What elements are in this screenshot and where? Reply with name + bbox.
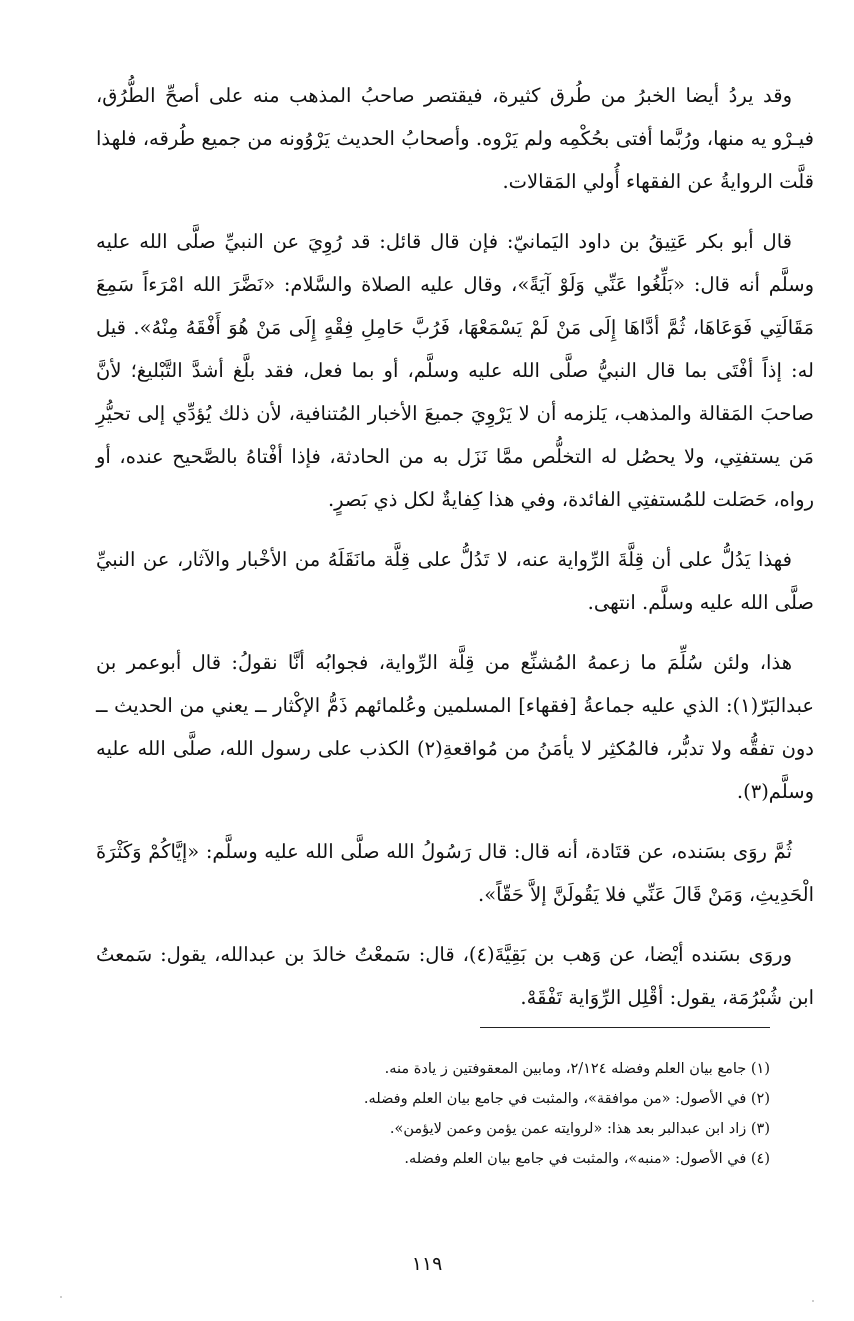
page-number: ١١٩ [411,1253,443,1275]
paragraph-4: هذا، ولئن سُلِّمَ ما زعمهُ المُشنِّع من قِلَّة الرِّواية، فجوابُه أنَّا نقولُ: قال أبوعمر بن عبدالبَرّ(١): الذي عليه جماعةُ [فقهاء] المسلمين وعُلمائهم ذَمُّ الإكْثار ــ يعني من الحديث ــ دون تفقُّه ولا تدبُّر، فالمُكثِر لا يأمَنُ من مُواقعةِ(٢) الكذب على رسول الله، صلَّى الله عليه وسلَّم(٣). [96,651,814,803]
footnote-4: (٤) في الأصول: «منبه»، والمثبت في جامع بيان العلم وفضله. [404,1151,770,1167]
footnote-2: (٢) في الأصول: «من موافقة»، والمثبت في جامع بيان العلم وفضله. [363,1091,770,1107]
footnotes [280,1054,770,1174]
paragraph-3: فهذا يَدُلُّ على أن قِلَّةَ الرِّواية عنه، لا تَدُلُّ على قِلَّة مانَقَلَهُ من الأخْبار والآثار، عن النبيِّ صلَّى الله عليه وسلَّم. انتهى. [96,548,814,614]
paragraph-5: ثُمَّ روَى بسَنده، عن قتَادة، أنه قال: قال رَسُولُ الله صلَّى الله عليه وسلَّم: «إيَّاكُمْ وَكَثْرَةَ الْحَدِيثِ، وَمَنْ قَالَ عَنِّي فلا يَقُولَنَّ إلاَّ حَقّاً». [96,840,814,906]
scan-speck [60,1296,62,1298]
scan-speck [812,1300,814,1302]
paragraph-1: وقد يردُ أيضا الخبرُ من طُرق كثيرة، فيقتصر صاحبُ المذهب منه على أصحِّ الطُّرُق، فيـرْو يه منها، ورُبَّما أفتى بحُكْمِه ولم يَرْوه. وأصحابُ الحديث يَرْوُونه من جميع طُرقه، فلهذا قلَّت الروايةُ عن الفقهاء أُولي المَقالات. [96,84,814,193]
footnote-3: (٣) زاد ابن عبدالبر بعد هذا: «لروايته عمن يؤمن وعمن لايؤمن». [389,1121,770,1137]
paragraph-2: قال أبو بكر عَتِيقُ بن داود اليَمانيّ: فإن قال قائل: قد رُوِيَ عن النبيِّ صلَّى الله عليه وسلَّم أنه قال: «بَلِّغُوا عَنِّي وَلَوْ آيَةً»، وقال عليه الصلاة والسَّلام: «نَضَّرَ الله امْرَءاً سَمِعَ مَقَالَتِي فَوَعَاهَا، ثُمَّ أدَّاهَا إِلَى مَنْ لَمْ يَسْمَعْهَا، فَرُبَّ حَامِلِ فِقْهٍ إِلَى مَنْ هُوَ أَفْقَهُ مِنْهُ». قيل له: إذاً أفْتَى بما قال النبيُّ صلَّى الله عليه وسلَّم، أو بما فعل، فقد بلَّغ أشدَّ التَّبْليغ؛ لأنَّ صاحبَ المَقالة والمذهب، يَلزمه أن لا يَرْوِيَ جميعَ الأخبار المُتنافية، لأن ذلك يُؤدِّي إلى تحيُّرِ مَن يستفتِي، ولا يحصُل له التخلُّص ممَّا نَزَل به من الحادثة، فإذا أفْتاهُ بالصَّحيح عنده، أو رواه، حَصَلت للمُستفتِي الفائدة، وفي هذا كِفايةٌ لكل ذي بَصرٍ. [96,230,814,511]
paragraph-6: وروَى بسَنده أيْضا، عن وَهب بن بَقِيَّةَ(٤)، قال: سَمعْتُ خالدَ بن عبدالله، يقول: سَمعتُ ابن شُبْرُمَة، يقول: أقْلِل الرِّوَاية تَفْقَهْ. [96,943,814,1009]
main-text [96,74,814,1033]
footnote-1: (١) جامع بيان العلم وفضله ٢/١٢٤، ومابين المعقوفتين ز يادة منه. [384,1061,770,1077]
footnote-separator [480,1027,770,1028]
